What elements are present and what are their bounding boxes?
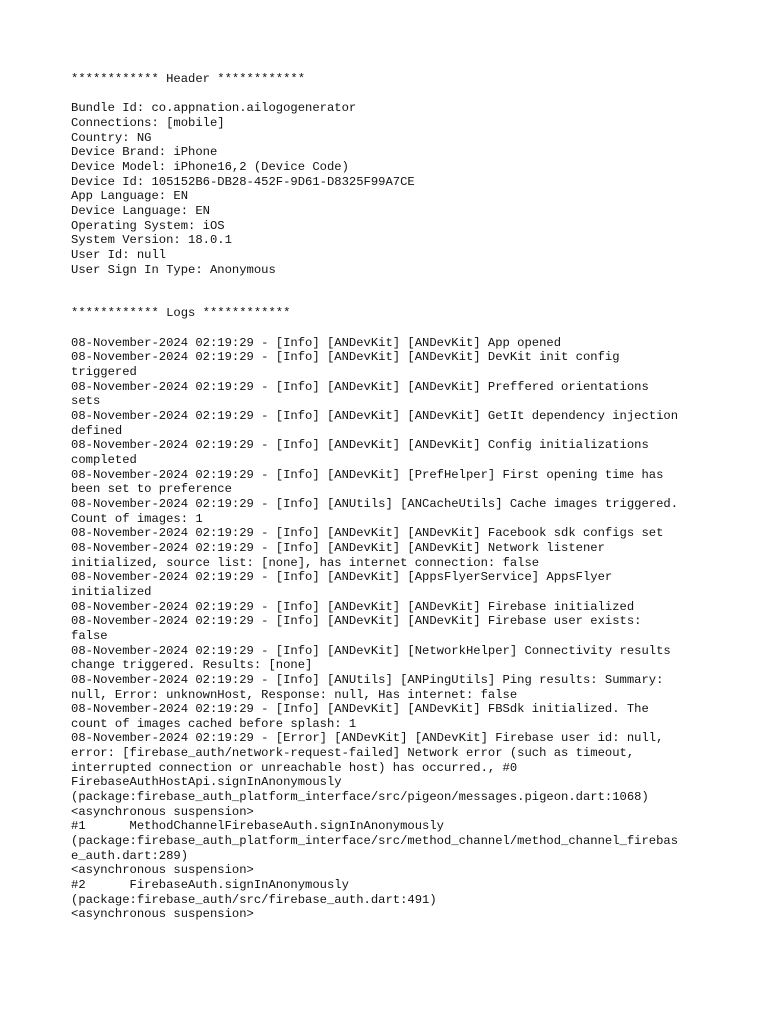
log-line: sets: [71, 394, 101, 409]
log-line: null, Error: unknownHost, Response: null, Has internet: false: [71, 687, 518, 702]
header-title: ************ Header ************: [71, 72, 306, 86]
header-field: Country: NG: [71, 130, 152, 145]
log-line: 08-November-2024 02:19:29 - [Info] [ANDevKit] [ANDevKit] Firebase user exists:: [71, 614, 642, 629]
header-field: Operating System: iOS: [71, 218, 225, 233]
log-line: 08-November-2024 02:19:29 - [Info] [ANDevKit] [ANDevKit] Facebook sdk configs set: [71, 526, 664, 541]
stack-trace-line: (package:firebase_auth_platform_interface/src/pigeon/messages.pigeon.dart:1068): [71, 790, 649, 805]
log-line: count of images cached before splash: 1: [71, 716, 357, 731]
log-line: initialized, source list: [none], has internet connection: false: [71, 555, 540, 570]
stack-trace-line: e_auth.dart:289): [71, 848, 189, 863]
log-line: 08-November-2024 02:19:29 - [Info] [ANDevKit] [ANDevKit] Preffered orientations: [71, 379, 649, 394]
header-field: Device Language: EN: [71, 203, 210, 218]
header-field: System Version: 18.0.1: [71, 233, 232, 248]
log-line: change triggered. Results: [none]: [71, 658, 313, 673]
spacer: [71, 277, 711, 306]
log-line: 08-November-2024 02:19:29 - [Info] [ANDevKit] [AppsFlyerService] AppsFlyer: [71, 570, 613, 585]
log-line: 08-November-2024 02:19:29 - [Info] [ANDevKit] [ANDevKit] App opened: [71, 335, 562, 350]
log-line-error: interrupted connection or unreachable host) has occurred., #0: [71, 760, 518, 775]
log-line: 08-November-2024 02:19:29 - [Info] [ANDevKit] [ANDevKit] GetIt dependency injection: [71, 409, 679, 424]
spacer: [71, 321, 711, 336]
log-line: defined: [71, 423, 123, 438]
header-field: Device Id: 105152B6-DB28-452F-9D61-D8325F99A7CE: [71, 174, 415, 189]
log-line: been set to preference: [71, 482, 232, 497]
log-document: [71, 72, 711, 922]
log-line: 08-November-2024 02:19:29 - [Info] [ANUtils] [ANCacheUtils] Cache images triggered.: [71, 496, 679, 511]
header-field: App Language: EN: [71, 189, 189, 204]
log-line: completed: [71, 453, 137, 468]
logs-title: ************ Logs ************: [71, 306, 291, 321]
stack-trace-line: FirebaseAuthHostApi.signInAnonymously: [71, 775, 342, 790]
log-line: 08-November-2024 02:19:29 - [Info] [ANDevKit] [ANDevKit] Config initializations: [71, 438, 649, 453]
stack-trace-line: <asynchronous suspension>: [71, 863, 254, 878]
log-line: 08-November-2024 02:19:29 - [Info] [ANDevKit] [PrefHelper] First opening time has: [71, 467, 664, 482]
log-line: Count of images: 1: [71, 511, 203, 526]
log-line: initialized: [71, 584, 152, 599]
stack-trace-line: (package:firebase_auth/src/firebase_auth.dart:491): [71, 892, 437, 907]
log-line: 08-November-2024 02:19:29 - [Info] [ANDevKit] [ANDevKit] FBSdk initialized. The: [71, 702, 649, 717]
log-line-error: 08-November-2024 02:19:29 - [Error] [ANDevKit] [ANDevKit] Firebase user id: null,: [71, 731, 664, 746]
log-lines: [71, 336, 711, 922]
header-field: User Sign In Type: Anonymous: [71, 262, 276, 277]
header-field: Device Model: iPhone16,2 (Device Code): [71, 159, 349, 174]
log-line: triggered: [71, 365, 137, 380]
stack-trace-line: <asynchronous suspension>: [71, 804, 254, 819]
header-field: Bundle Id: co.appnation.ailogogenerator: [71, 101, 357, 116]
stack-trace-line: #1 MethodChannelFirebaseAuth.signInAnonymously: [71, 819, 444, 834]
header-field: User Id: null: [71, 247, 167, 262]
stack-trace-line: (package:firebase_auth_platform_interface/src/method_channel/method_channel_firebas: [71, 834, 679, 849]
log-line: 08-November-2024 02:19:29 - [Info] [ANDevKit] [ANDevKit] Firebase initialized: [71, 599, 635, 614]
log-line: false: [71, 628, 108, 643]
log-line: 08-November-2024 02:19:29 - [Info] [ANDevKit] [ANDevKit] DevKit init config: [71, 350, 620, 365]
stack-trace-line: <asynchronous suspension>: [71, 907, 254, 922]
header-field: Connections: [mobile]: [71, 115, 225, 130]
log-line-error: error: [firebase_auth/network-request-failed] Network error (such as timeout,: [71, 746, 635, 761]
stack-trace-line: #2 FirebaseAuth.signInAnonymously: [71, 878, 349, 893]
header-field: Device Brand: iPhone: [71, 145, 218, 160]
log-line: 08-November-2024 02:19:29 - [Info] [ANDevKit] [NetworkHelper] Connectivity results: [71, 643, 671, 658]
log-line: 08-November-2024 02:19:29 - [Info] [ANUtils] [ANPingUtils] Ping results: Summary:: [71, 672, 664, 687]
log-line: 08-November-2024 02:19:29 - [Info] [ANDevKit] [ANDevKit] Network listener: [71, 540, 605, 555]
header-fields: [71, 101, 711, 277]
spacer: [71, 87, 711, 102]
